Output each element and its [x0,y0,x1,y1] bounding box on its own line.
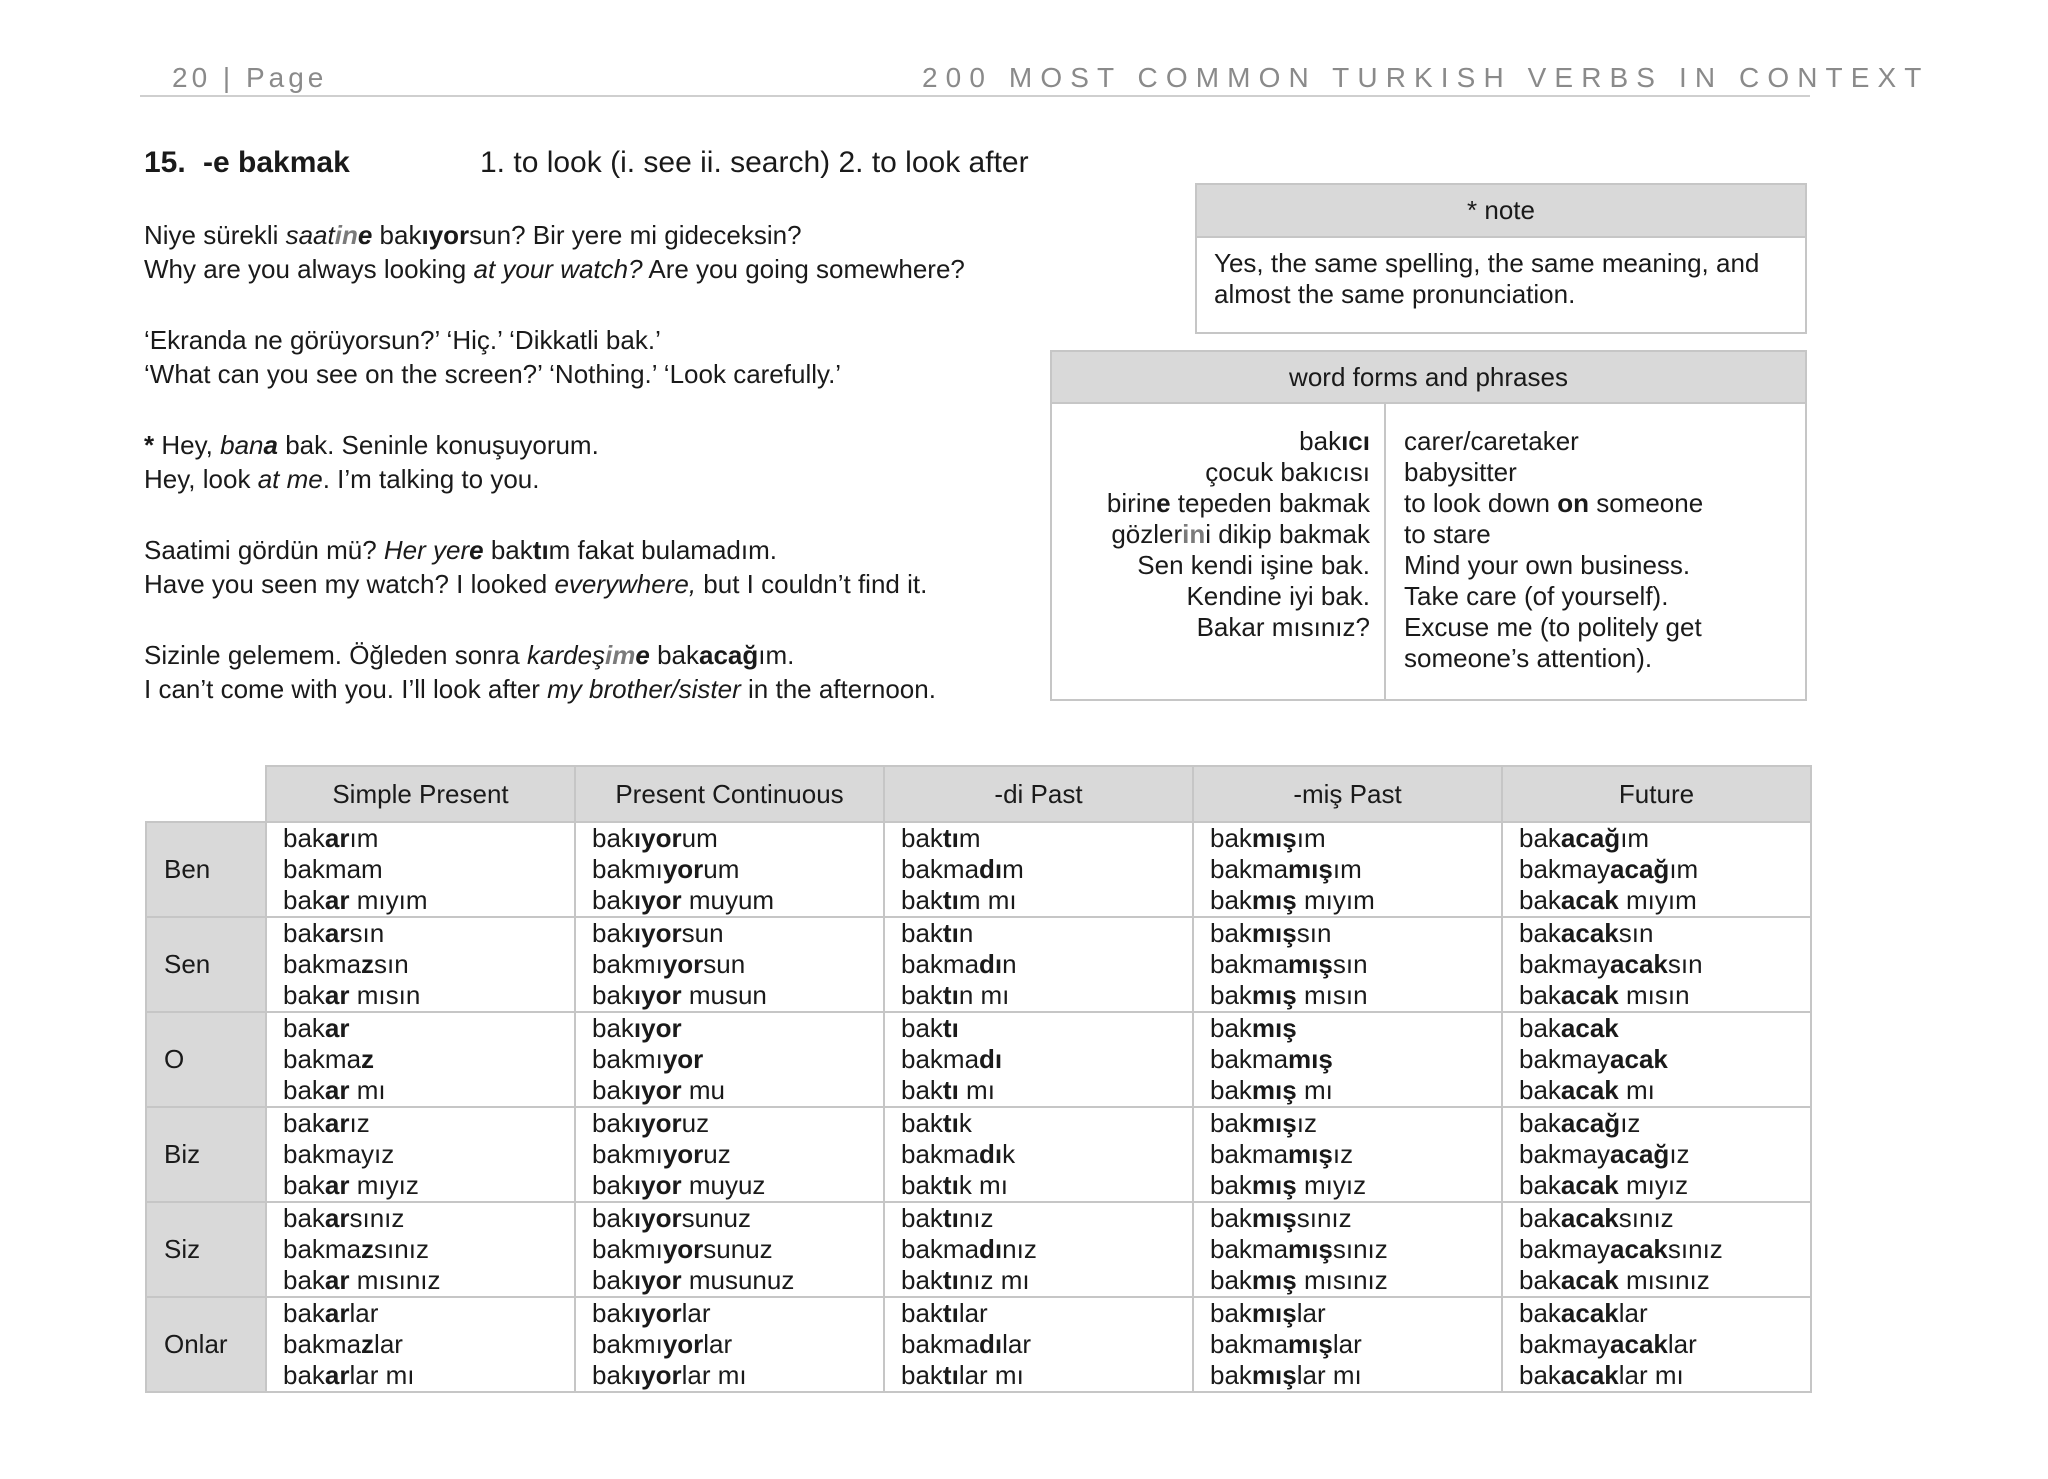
conjugation-form: bakmayacaklar [1519,1329,1697,1359]
table-row [146,917,1811,1012]
conjugation-form: baktı mı [901,1075,995,1105]
conjugation-form: bakar mısınız [283,1265,441,1295]
conjugation-form: bakmayacaksınız [1519,1234,1723,1264]
conjugation-form: bakmaz [283,1044,375,1074]
pronoun-cell: Onlar [146,1297,266,1392]
conjugation-form: baktık mı [901,1170,1008,1200]
pronoun-cell: Ben [146,822,266,917]
conjugation-form: bakacaklar [1519,1298,1648,1328]
entry-number: 15. [144,146,186,179]
table-row [146,1297,1811,1392]
conjugation-cell [575,1202,884,1297]
conjugation-cell [575,917,884,1012]
conjugation-cell [266,1202,575,1297]
word-form-turkish: Sen kendi işine bak. [1137,550,1370,580]
header-rule [140,95,1810,97]
conjugation-cell [884,1012,1193,1107]
conjugation-form: bakmamış [1210,1044,1333,1074]
conjugation-cell [1502,1297,1811,1392]
conjugation-form: bakmayacak [1519,1044,1668,1074]
conjugation-form: bakmamışsın [1210,949,1368,979]
conjugation-form: bakacaklar mı [1519,1360,1684,1390]
conjugation-form: bakar mıyım [283,885,428,915]
conjugation-form: bakarım [283,823,379,853]
tense-header: -di Past [884,766,1193,822]
conjugation-cell [884,1297,1193,1392]
conjugation-form: bakıyor mu [592,1075,725,1105]
conjugation-form: bakar mısın [283,980,421,1010]
conjugation-form: baktık [901,1108,972,1138]
word-form-turkish: birine tepeden bakmak [1106,488,1370,518]
note-heading: * note [1197,185,1805,238]
conjugation-form: bakıyorsunuz [592,1203,751,1233]
conjugation-form: bakarlar [283,1298,379,1328]
conjugation-form: bakmam [283,854,383,884]
conjugation-form: bakmıyorsun [592,949,746,979]
tense-header: -miş Past [1193,766,1502,822]
table-corner [146,766,266,822]
example-turkish: Niye sürekli saatine bakıyorsun? Bir yere mi gideceksin? [144,220,802,250]
table-row [146,1107,1811,1202]
conjugation-table [145,765,1812,1393]
word-form-english: Excuse me (to politely get [1404,612,1702,642]
conjugation-cell [1193,1107,1502,1202]
conjugation-form: bakacaksınız [1519,1203,1674,1233]
conjugation-form: bakmazsın [283,949,409,979]
table-row [146,822,1811,917]
conjugation-form: baktın mı [901,980,1010,1010]
conjugation-form: bakmış mıyım [1210,885,1375,915]
word-forms-turkish-column [1052,426,1370,643]
conjugation-form: baktılar [901,1298,988,1328]
conjugation-form: bakmayız [283,1139,395,1169]
pronoun-cell: O [146,1012,266,1107]
conjugation-form: bakmış mı [1210,1075,1333,1105]
conjugation-form: baktın [901,918,974,948]
word-form-english: someone’s attention). [1404,643,1653,673]
conjugation-cell [1502,1202,1811,1297]
word-form-english: Mind your own business. [1404,550,1691,580]
conjugation-form: bakar mı [283,1075,386,1105]
table-row [146,1202,1811,1297]
word-form-english: to stare [1404,519,1491,549]
conjugation-form: bakmışsın [1210,918,1332,948]
conjugation-cell [266,1297,575,1392]
conjugation-form: bakmıyorum [592,854,740,884]
conjugation-form: bakıyor muyuz [592,1170,766,1200]
conjugation-form: bakmamışsınız [1210,1234,1388,1264]
conjugation-form: bakmadın [901,949,1017,979]
word-form-turkish: çocuk bakıcısı [1205,457,1370,487]
conjugation-form: bakmışız [1210,1108,1317,1138]
conjugation-form: bakacak mı [1519,1075,1655,1105]
word-form-turkish: Kendine iyi bak. [1186,581,1370,611]
conjugation-form: bakacak mıyım [1519,885,1697,915]
example-english: I can’t come with you. I’ll look after my brother/sister in the afternoon. [144,674,936,704]
conjugation-form: bakmıyor [592,1044,704,1074]
conjugation-cell [575,1107,884,1202]
conjugation-form: bakacaksın [1519,918,1654,948]
example-4 [144,533,927,601]
conjugation-form: bakıyorsun [592,918,724,948]
conjugation-form: bakar [283,1013,350,1043]
word-forms-box [1050,350,1807,701]
word-forms-english-column [1404,426,1797,674]
table-row [146,1012,1811,1107]
conjugation-cell [1193,917,1502,1012]
conjugation-form: baktınız mı [901,1265,1030,1295]
word-form-turkish: Bakar mısınız? [1196,612,1370,642]
conjugation-form: bakmış mısınız [1210,1265,1388,1295]
word-form-english: Take care (of yourself). [1404,581,1669,611]
entry-definition: 1. to look (i. see ii. search) 2. to look after [480,146,1029,179]
example-turkish: ‘Ekranda ne görüyorsun?’ ‘Hiç.’ ‘Dikkatli bak.’ [144,325,661,355]
conjugation-form: bakacağım [1519,823,1650,853]
conjugation-form: bakarsın [283,918,385,948]
conjugation-form: bakmış [1210,1013,1297,1043]
example-turkish: Sizinle gelemem. Öğleden sonra kardeşime bakacağım. [144,640,795,670]
conjugation-cell [575,1012,884,1107]
conjugation-form: bakmıyorlar [592,1329,733,1359]
conjugation-form: bakmayacaksın [1519,949,1703,979]
conjugation-cell [1193,1297,1502,1392]
conjugation-cell [266,822,575,917]
conjugation-form: bakacağız [1519,1108,1641,1138]
example-2 [144,323,841,391]
conjugation-cell [1502,822,1811,917]
conjugation-form: bakar mıyız [283,1170,419,1200]
conjugation-form: bakmadım [901,854,1024,884]
conjugation-form: bakmış mısın [1210,980,1368,1010]
example-1 [144,218,965,286]
conjugation-form: bakacak mısınız [1519,1265,1710,1295]
conjugation-form: bakmış mıyız [1210,1170,1367,1200]
word-form-english: carer/caretaker [1404,426,1579,456]
example-english: Hey, look at me. I’m talking to you. [144,464,540,494]
word-form-turkish: bakıcı [1299,426,1370,456]
word-form-english: babysitter [1404,457,1517,487]
conjugation-cell [1502,917,1811,1012]
conjugation-form: bakıyor muyum [592,885,775,915]
conjugation-form: bakmayacağız [1519,1139,1690,1169]
conjugation-cell [1502,1012,1811,1107]
tense-header: Simple Present [266,766,575,822]
conjugation-form: bakmışım [1210,823,1326,853]
conjugation-form: bakıyor musun [592,980,767,1010]
conjugation-cell [1193,1202,1502,1297]
conjugation-form: bakmadık [901,1139,1016,1169]
conjugation-cell [575,1297,884,1392]
conjugation-form: bakmıyorsunuz [592,1234,773,1264]
conjugation-cell [1502,1107,1811,1202]
conjugation-form: bakmamışız [1210,1139,1354,1169]
conjugation-form: bakmadılar [901,1329,1032,1359]
conjugation-form: bakıyorlar mı [592,1360,747,1390]
note-box [1195,183,1807,334]
conjugation-form: bakacak [1519,1013,1619,1043]
conjugation-cell [884,917,1193,1012]
conjugation-form: bakıyorum [592,823,718,853]
conjugation-form: baktım [901,823,981,853]
conjugation-form: bakacak mısın [1519,980,1690,1010]
page-number-label: 20 | Page [172,62,328,93]
conjugation-form: bakmamışlar [1210,1329,1362,1359]
conjugation-cell [884,1107,1193,1202]
conjugation-form: baktınız [901,1203,994,1233]
conjugation-form: baktım mı [901,885,1017,915]
word-forms-divider [1384,404,1386,699]
word-forms-heading: word forms and phrases [1052,352,1805,404]
conjugation-cell [1193,1012,1502,1107]
pronoun-cell: Sen [146,917,266,1012]
conjugation-form: bakarsınız [283,1203,405,1233]
example-turkish: * Hey, bana bak. Seninle konuşuyorum. [144,430,599,460]
conjugation-form: bakmamışım [1210,854,1362,884]
tense-header: Future [1502,766,1811,822]
word-form-turkish: gözlerini dikip bakmak [1111,519,1370,549]
conjugation-form: bakmayacağım [1519,854,1699,884]
pronoun-cell: Siz [146,1202,266,1297]
conjugation-cell [884,822,1193,917]
example-english: Why are you always looking at your watch? Are you going somewhere? [144,254,965,284]
conjugation-cell [884,1202,1193,1297]
example-english: Have you seen my watch? I looked everywhere, but I couldn’t find it. [144,569,928,599]
pronoun-cell: Biz [146,1107,266,1202]
conjugation-form: baktı [901,1013,959,1043]
example-turkish: Saatimi gördün mü? Her yere baktım fakat bulamadım. [144,535,777,565]
conjugation-cell [266,917,575,1012]
word-form-english: to look down on someone [1404,488,1704,518]
book-title: 200 MOST COMMON TURKISH VERBS IN CONTEXT [922,62,1930,93]
example-3 [144,428,599,496]
conjugation-cell [266,1107,575,1202]
conjugation-form: bakıyor musunuz [592,1265,795,1295]
conjugation-form: bakmadınız [901,1234,1037,1264]
conjugation-form: bakmazsınız [283,1234,429,1264]
table-header-row [146,766,1811,822]
conjugation-form: bakarız [283,1108,370,1138]
conjugation-form: bakacak mıyız [1519,1170,1689,1200]
conjugation-cell [266,1012,575,1107]
conjugation-form: bakmazlar [283,1329,403,1359]
conjugation-form: bakmışsınız [1210,1203,1352,1233]
example-english: ‘What can you see on the screen?’ ‘Nothing.’ ‘Look carefully.’ [144,359,842,389]
conjugation-form: bakmışlar [1210,1298,1326,1328]
tense-header: Present Continuous [575,766,884,822]
conjugation-cell [575,822,884,917]
entry-verb: -e bakmak [203,146,350,179]
note-text: Yes, the same spelling, the same meaning, and almost the same pronunciation. [1214,248,1760,309]
conjugation-form: bakıyor [592,1013,682,1043]
conjugation-form: bakmışlar mı [1210,1360,1362,1390]
conjugation-form: bakmıyoruz [592,1139,731,1169]
conjugation-form: baktılar mı [901,1360,1024,1390]
conjugation-form: bakmadı [901,1044,1003,1074]
conjugation-form: bakıyoruz [592,1108,710,1138]
conjugation-form: bakarlar mı [283,1360,415,1390]
conjugation-cell [1193,822,1502,917]
example-5 [144,638,936,706]
conjugation-form: bakıyorlar [592,1298,711,1328]
